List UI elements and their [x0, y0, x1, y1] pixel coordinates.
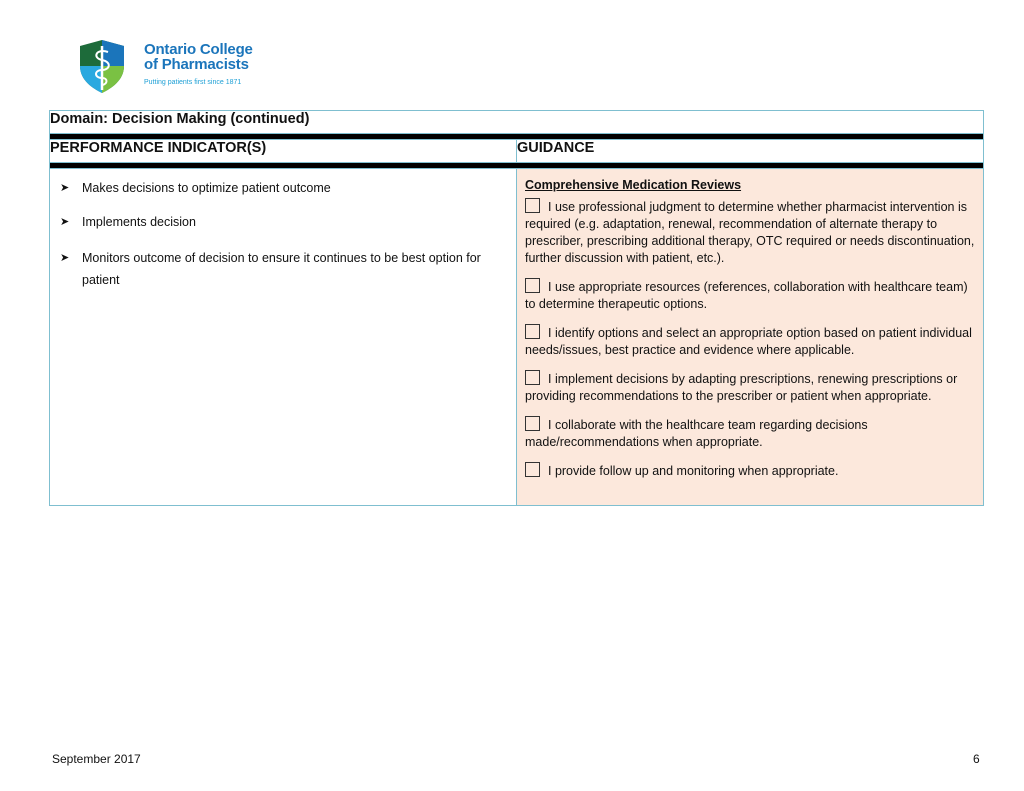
guidance-checkbox[interactable]: [525, 370, 540, 385]
indicator-item: [58, 179, 508, 197]
domain-title: Domain: Decision Making (continued): [50, 111, 984, 134]
guidance-checkbox[interactable]: [525, 198, 540, 213]
guidance-checkbox[interactable]: [525, 416, 540, 431]
arrow-bullet-icon: ➤: [60, 252, 70, 264]
page-number: 6: [973, 752, 980, 766]
guidance-cell: [517, 169, 984, 506]
indicator-item: [58, 247, 508, 291]
org-name-line1: Ontario College: [144, 41, 253, 58]
guidance-item-text: I collaborate with the healthcare team regarding decisions made/recommendations when appropriate.: [525, 418, 868, 449]
col-header-performance-indicators: PERFORMANCE INDICATOR(S): [50, 140, 517, 163]
indicator-text: Makes decisions to optimize patient outcome: [82, 181, 331, 195]
guidance-item-text: I identify options and select an appropriate option based on patient individual needs/issues, best practice and evidence where applicable.: [525, 326, 972, 357]
guidance-item: [525, 462, 975, 480]
guidance-item: [525, 278, 975, 313]
guidance-item-text: I implement decisions by adapting prescriptions, renewing prescriptions or providing recommendations to the prescriber or patient when appropriate.: [525, 372, 958, 403]
guidance-checkbox[interactable]: [525, 324, 540, 339]
arrow-bullet-icon: ➤: [60, 182, 70, 194]
org-name: [144, 42, 253, 72]
guidance-section-title: Comprehensive Medication Reviews: [525, 178, 742, 192]
footer-date: September 2017: [52, 752, 141, 766]
guidance-item-text: I use appropriate resources (references, collaboration with healthcare team) to determine therapeutic options.: [525, 280, 968, 311]
guidance-checkbox[interactable]: [525, 462, 540, 477]
col-header-guidance: GUIDANCE: [517, 140, 984, 163]
guidance-item: [525, 416, 975, 451]
indicator-item: [58, 213, 508, 231]
guidance-item-text: I use professional judgment to determine whether pharmacist intervention is required (e.g. adaptation, renewal, recommendation of alternate therapy to prescriber, prescribing additional therapy, OTC required or needs discontinuation, further discussion with patient, etc.).: [525, 200, 975, 265]
guidance-item-text: I provide follow up and monitoring when appropriate.: [548, 464, 839, 478]
arrow-bullet-icon: ➤: [60, 216, 70, 228]
guidance-item: [525, 324, 975, 359]
indicator-text: Monitors outcome of decision to ensure it continues to be best option for patient: [82, 251, 481, 287]
org-name-line2: of Pharmacists: [144, 56, 249, 73]
guidance-checkbox[interactable]: [525, 278, 540, 293]
ocp-logo: [78, 38, 258, 96]
decision-making-table: [49, 110, 984, 506]
shield-caduceus-icon: [78, 38, 126, 94]
guidance-item: [525, 198, 975, 267]
performance-indicators-cell: [50, 169, 517, 506]
org-tagline: Putting patients first since 1871: [144, 79, 242, 86]
indicator-text: Implements decision: [82, 215, 196, 229]
guidance-item: [525, 370, 975, 405]
